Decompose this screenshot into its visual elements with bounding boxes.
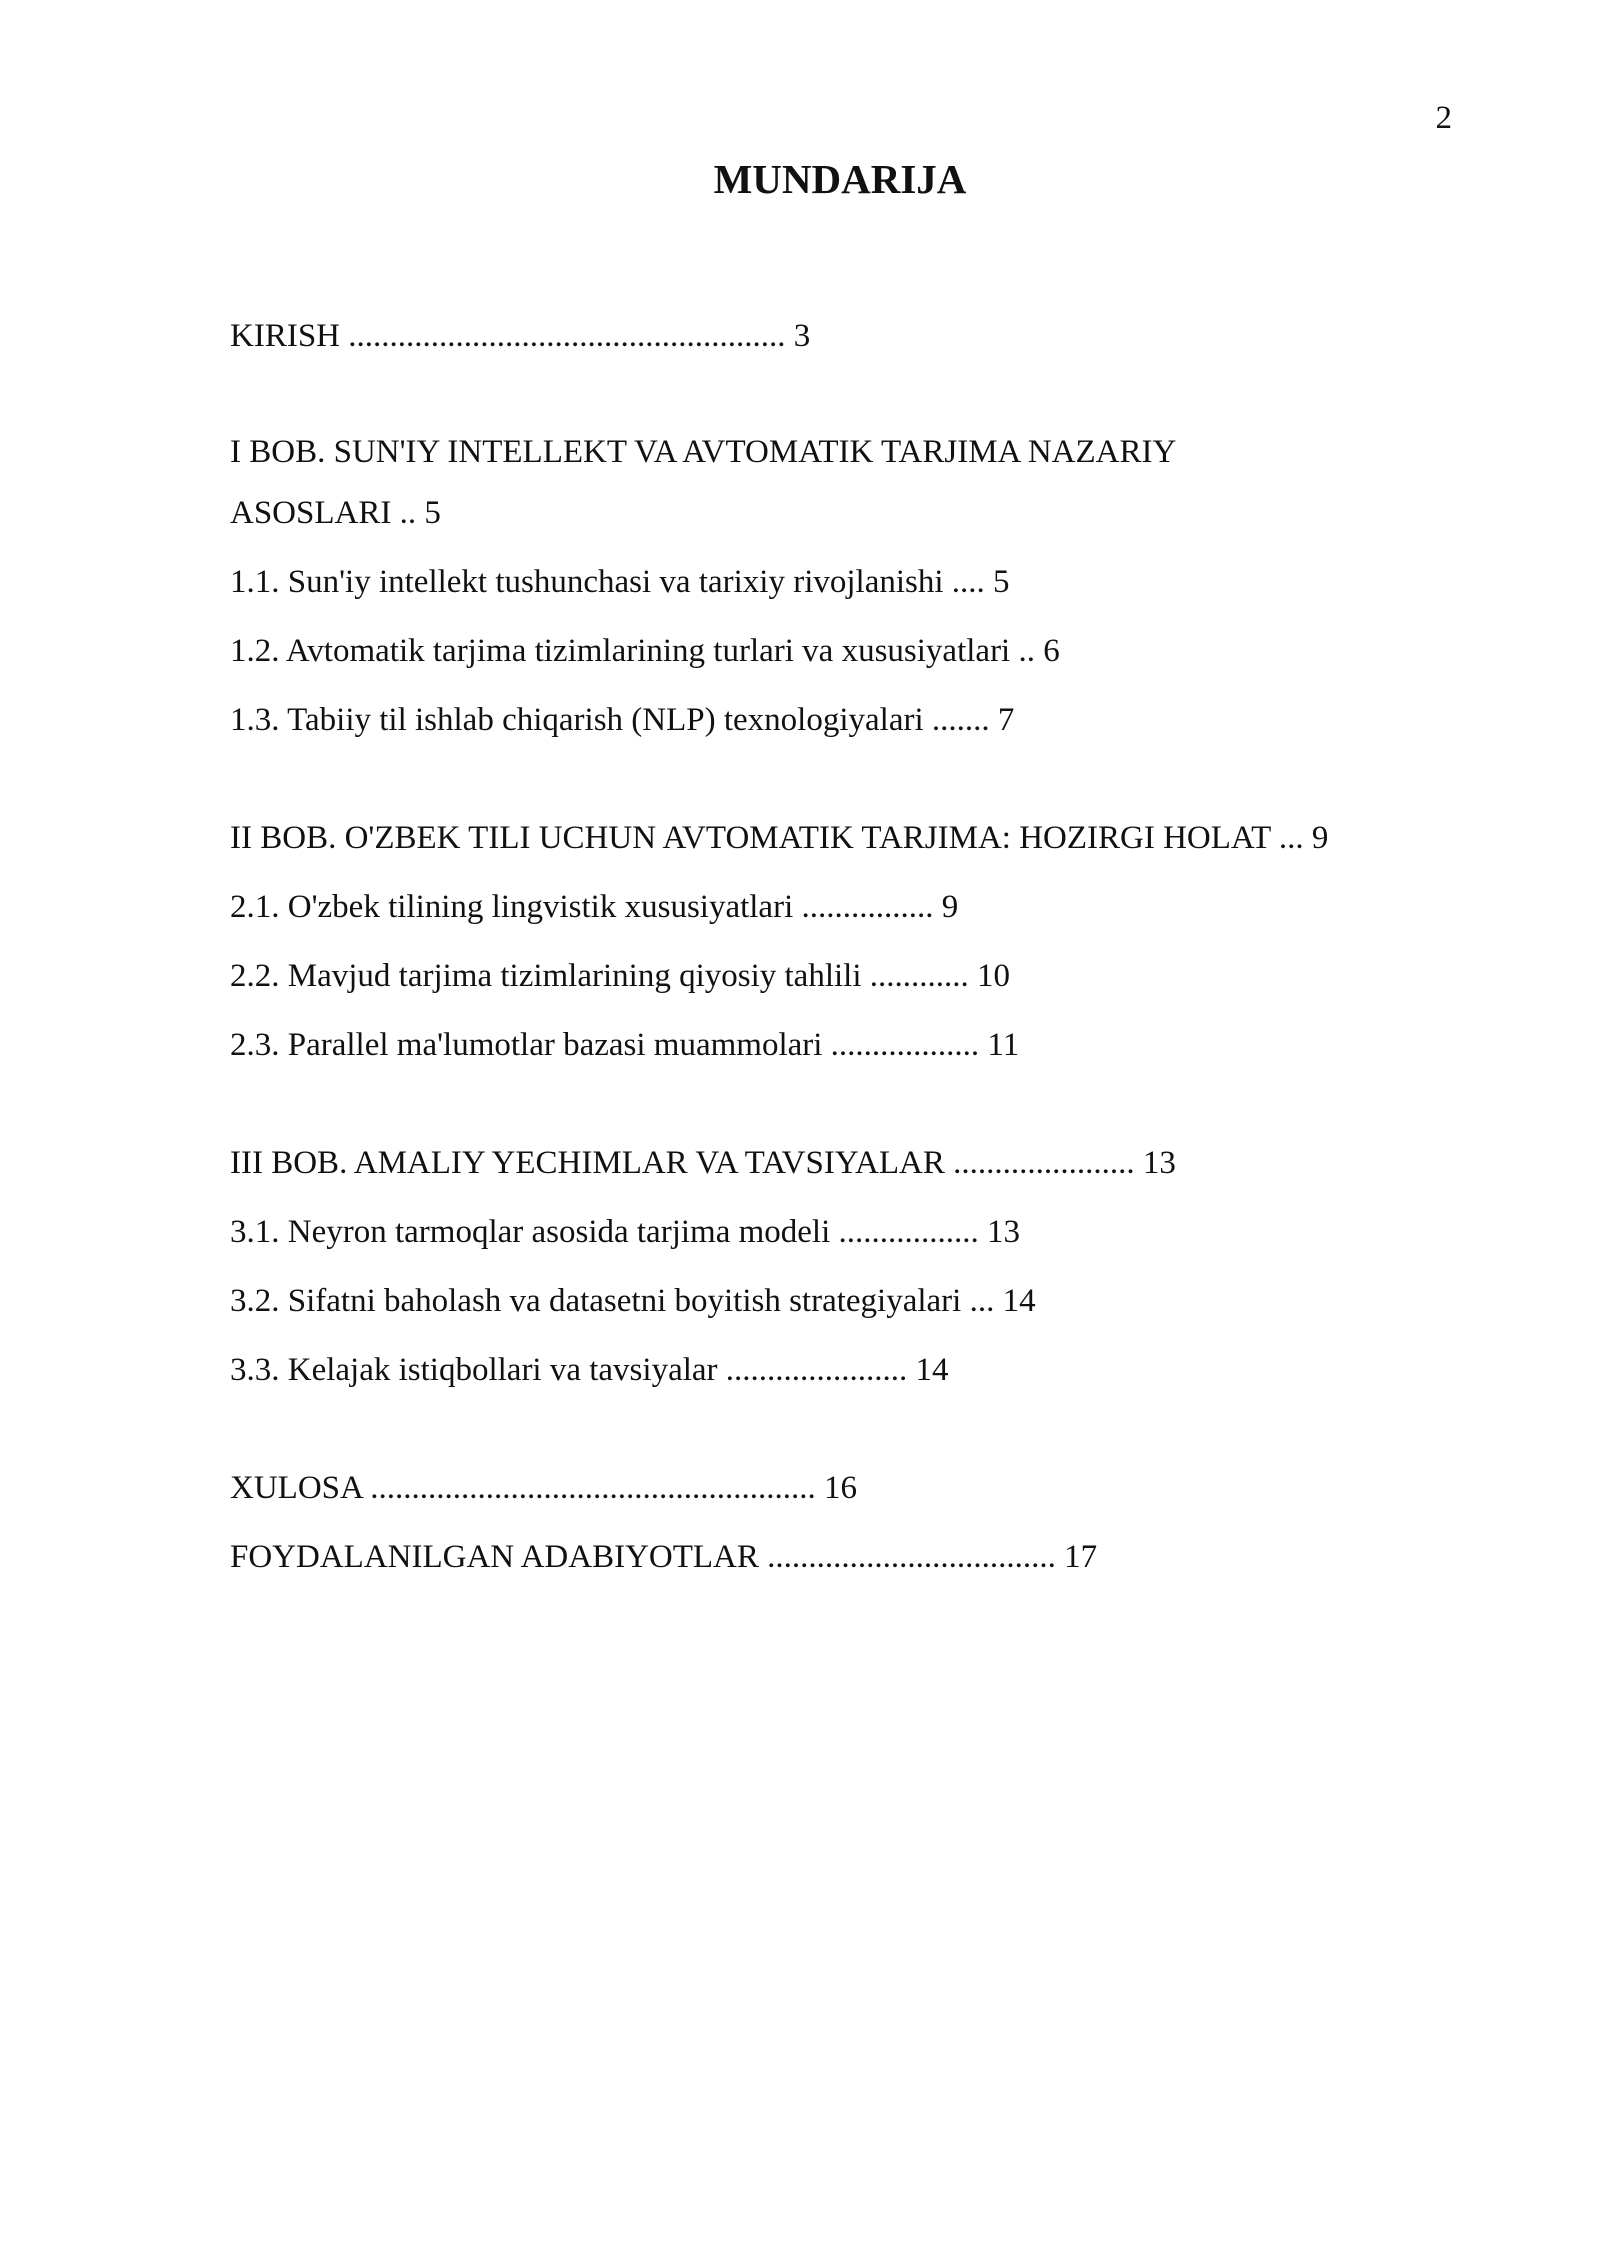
page-number: 2	[1435, 100, 1452, 136]
toc-section-2-3: 2.3. Parallel ma'lumotlar bazasi muammolari .................. 11	[230, 1027, 1020, 1063]
toc-section-3-3: 3.3. Kelajak istiqbollari va tavsiyalar ...................... 14	[230, 1352, 949, 1388]
toc-entry-xulosa: XULOSA ...................................................... 16	[230, 1470, 858, 1506]
toc-chapter-1-line-2: ASOSLARI .. 5	[230, 495, 441, 531]
toc-chapter-1-line-1: I BOB. SUN'IY INTELLEKT VA AVTOMATIK TARJIMA NAZARIY	[230, 434, 1177, 470]
toc-entry-kirish: KIRISH ..................................................... 3	[230, 318, 811, 354]
toc-section-3-2: 3.2. Sifatni baholash va datasetni boyitish strategiyalari ... 14	[230, 1283, 1036, 1319]
toc-section-1-1: 1.1. Sun'iy intellekt tushunchasi va tarixiy rivojlanishi .... 5	[230, 564, 1010, 600]
toc-section-1-2: 1.2. Avtomatik tarjima tizimlarining turlari va xususiyatlari .. 6	[230, 633, 1060, 669]
toc-section-1-3: 1.3. Tabiiy til ishlab chiqarish (NLP) texnologiyalari ....... 7	[230, 702, 1015, 738]
toc-chapter-3: III BOB. AMALIY YECHIMLAR VA TAVSIYALAR ...................... 13	[230, 1145, 1176, 1181]
page-title: MUNDARIJA	[713, 156, 967, 202]
toc-chapter-2: II BOB. O'ZBEK TILI UCHUN AVTOMATIK TARJIMA: HOZIRGI HOLAT ... 9	[230, 820, 1329, 856]
toc-section-3-1: 3.1. Neyron tarmoqlar asosida tarjima modeli ................. 13	[230, 1214, 1021, 1250]
toc-section-2-1: 2.1. O'zbek tilining lingvistik xususiyatlari ................ 9	[230, 889, 959, 925]
toc-entry-adabiyotlar: FOYDALANILGAN ADABIYOTLAR ................................... 17	[230, 1539, 1098, 1575]
toc-section-2-2: 2.2. Mavjud tarjima tizimlarining qiyosiy tahlili ............ 10	[230, 958, 1010, 994]
